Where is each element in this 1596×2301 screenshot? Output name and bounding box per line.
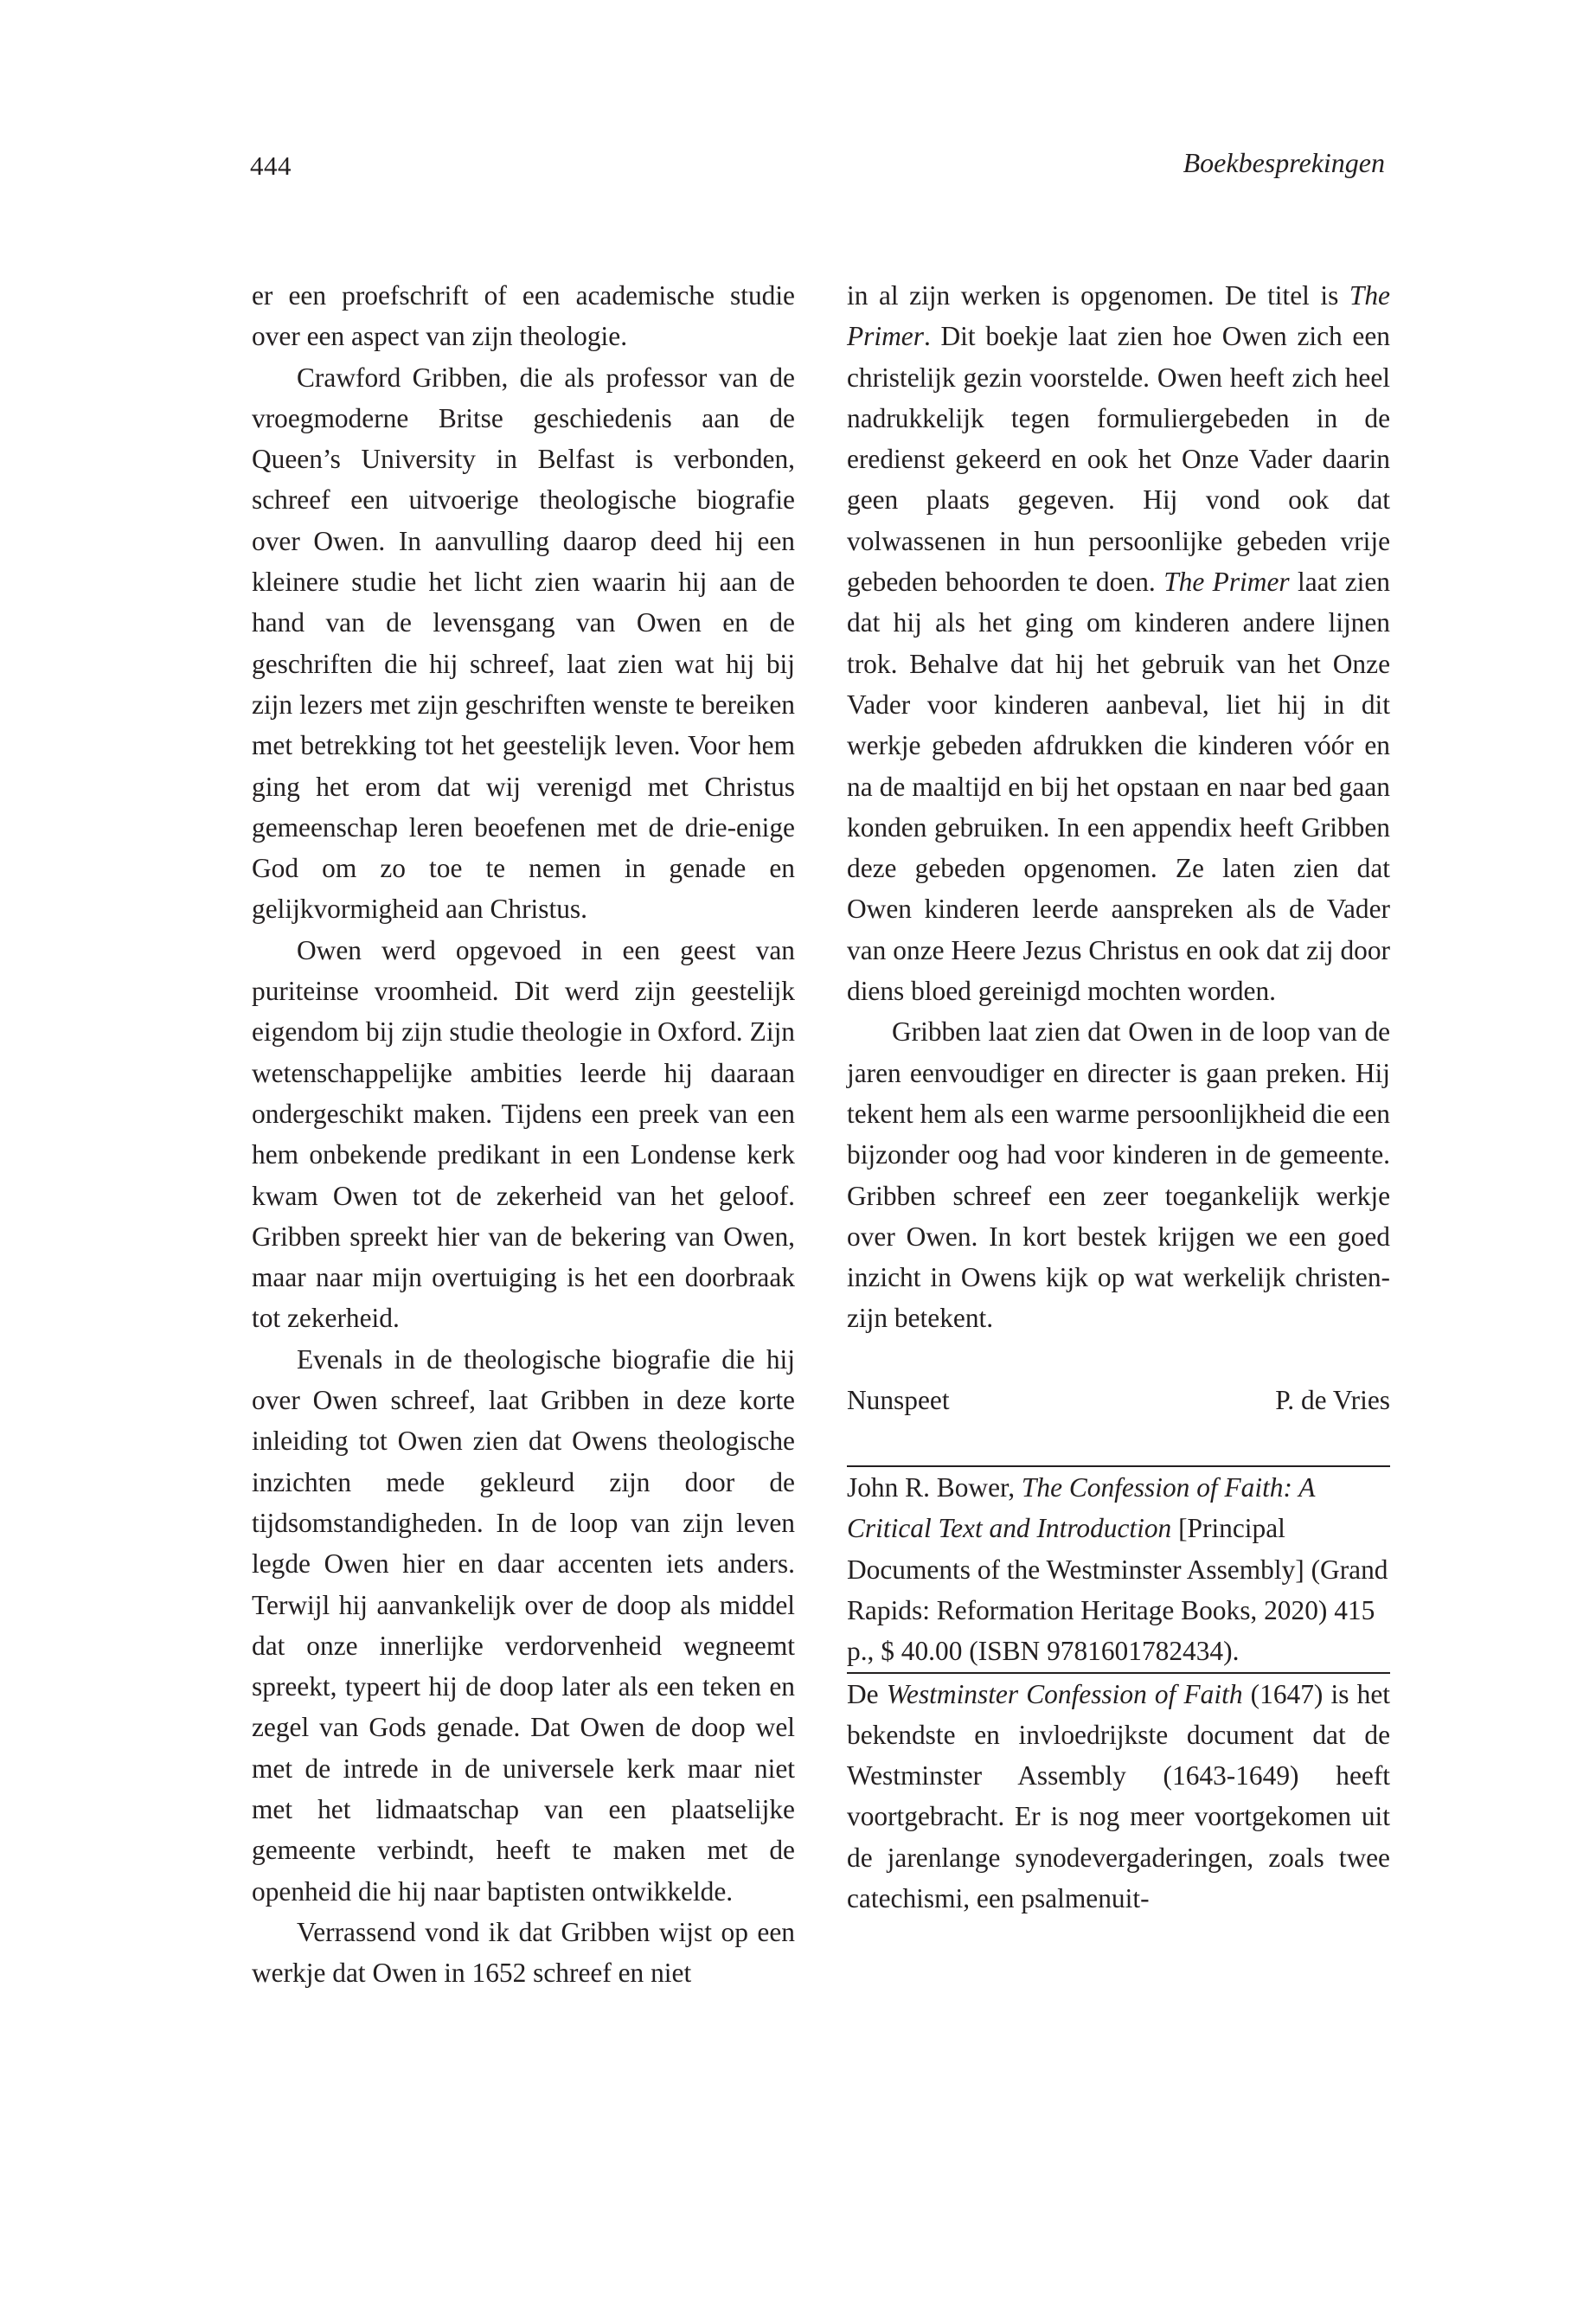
paragraph [847, 275, 1390, 1011]
book-entry [847, 1467, 1390, 1671]
paragraph-text: laat zien dat hij als het ging om kinderen andere lijnen trok. Behalve dat hij het gebruik van het Onze Vader voor kinderen aanbeval, liet hij in dit werkje gebeden afdrukken die kinderen vóór en na de maaltijd en bij het opstaan en naar bed gaan konden gebruiken. In een appendix heeft Gribben deze gebeden opgenomen. Ze laten zien dat Owen kinderen leerde aanspreken als de Vader van onze Heere Jezus Christus en ook dat zij door diens bloed gereinigd mochten worden. [847, 567, 1390, 1007]
paragraph: Crawford Gribben, die als professor van de vroegmoderne Britse geschiedenis aan de Queen’s University in Belfast is verbonden, schreef een uitvoerige theologische biografie over Owen. In aanvulling daarop deed hij een kleinere studie het licht zien waarin hij aan de hand van de levensgang van Owen en de geschriften die hij schreef, laat zien wat hij bij zijn lezers met zijn geschriften wenste te bereiken met betrekking tot het geestelijk leven. Voor hem ging het erom dat wij verenigd met Christus gemeenschap leren beoefenen met de drie-enige God om zo toe te nemen in genade en gelijkvormigheid aan Christus. [252, 362, 795, 925]
paragraph: er een proefschrift of een academische studie over een aspect van zijn theologie. [252, 280, 795, 352]
paragraph: Gribben laat zien dat Owen in de loop van de jaren eenvoudiger en directer is gaan preken. Hij tekent hem als een warme persoonlijkheid die een bijzonder oog had voor kinderen in de gemeente. Gribben schreef een zeer toegankelijk werkje over Owen. In kort bestek krijgen we een goed inzicht in Owens kijk op wat werkelijk christen-zijn betekent. [847, 1016, 1390, 1334]
paragraph [847, 1674, 1390, 1920]
signature-place: Nunspeet [847, 1384, 950, 1415]
book-title-emphasis: The Primer [847, 280, 1390, 352]
left-column [252, 275, 795, 1993]
document-title-emphasis: Westminster Confession of Faith [886, 1678, 1243, 1709]
page-number: 444 [250, 151, 292, 181]
paragraph-text: (1647) is het bekendste en invloedrijkste document dat de Westminster Assembly (1643-1649) heeft voortgebracht. Er is nog meer voortgekomen uit de jarenlange synodevergaderingen, zoals twee catechismi, een psalmenuit- [847, 1678, 1390, 1913]
book-author: John R. Bower, [847, 1472, 1022, 1503]
book-title-emphasis: The Primer [1163, 567, 1290, 598]
paragraph: Evenals in de theologische biografie die hij over Owen schreef, laat Gribben in deze korte inleiding tot Owen zien dat Owens theologische inzichten mede gekleurd zijn door de tijdsomstandigheden. In de loop van zijn leven legde Owen hier en daar accenten iets anders. Terwijl hij aanvankelijk over de doop als middel dat onze innerlijke verdorvenheid wegneemt spreekt, typeert hij de doop later als een teken en zegel van Gods genade. Dat Owen de doop wel met de intrede in de universele kerk maar niet met het lidmaatschap van een plaatselijke gemeente verbindt, heeft te maken met de openheid die hij naar baptisten ontwikkelde. [252, 1343, 795, 1907]
signature-author: P. de Vries [1275, 1384, 1390, 1415]
paragraph-text: De [847, 1678, 887, 1709]
paragraph-text: Verrassend vond ik dat Gribben wijst op een werkje dat Owen in 1652 schreef en niet [252, 1916, 795, 1989]
paragraph [252, 1912, 795, 1994]
review-signature [847, 1380, 1390, 1420]
paragraph: Owen werd opgevoed in een geest van puriteinse vroomheid. Dit werd zijn geestelijk eigendom bij zijn studie theologie in Oxford. Zijn wetenschappelijke ambities leerde hij daaraan ondergeschikt maken. Tijdens een preek van een hem onbekende predikant in een Londense kerk kwam Owen tot de zekerheid van het geloof. Gribben spreekt hier van de bekering van Owen, maar naar mijn overtuiging is het een doorbraak tot zekerheid. [252, 934, 795, 1334]
running-head: Boekbesprekingen [1183, 147, 1385, 178]
book-title: The Confession of Faith: A Critical Text and Introduction [847, 1472, 1315, 1544]
paragraph-text: in al zijn werken is opgenomen. De titel is [847, 280, 1349, 311]
book-details: [Principal Documents of the Westminster Assembly] (Grand Rapids: Reformation Heritage Books, 2020) 415 p., $ 40.00 (ISBN 9781601782434). [847, 1513, 1388, 1667]
right-column [847, 275, 1390, 1919]
paragraph-text: . Dit boekje laat zien hoe Owen zich een christelijk gezin voorstelde. Owen heeft zich heel nadrukkelijk tegen formuliergebeden in de eredienst gekeerd en ook het Onze Vader daarin geen plaats gegeven. Hij vond ook dat volwassenen in hun persoonlijke gebeden vrije gebeden behoorden te doen. [847, 321, 1390, 598]
